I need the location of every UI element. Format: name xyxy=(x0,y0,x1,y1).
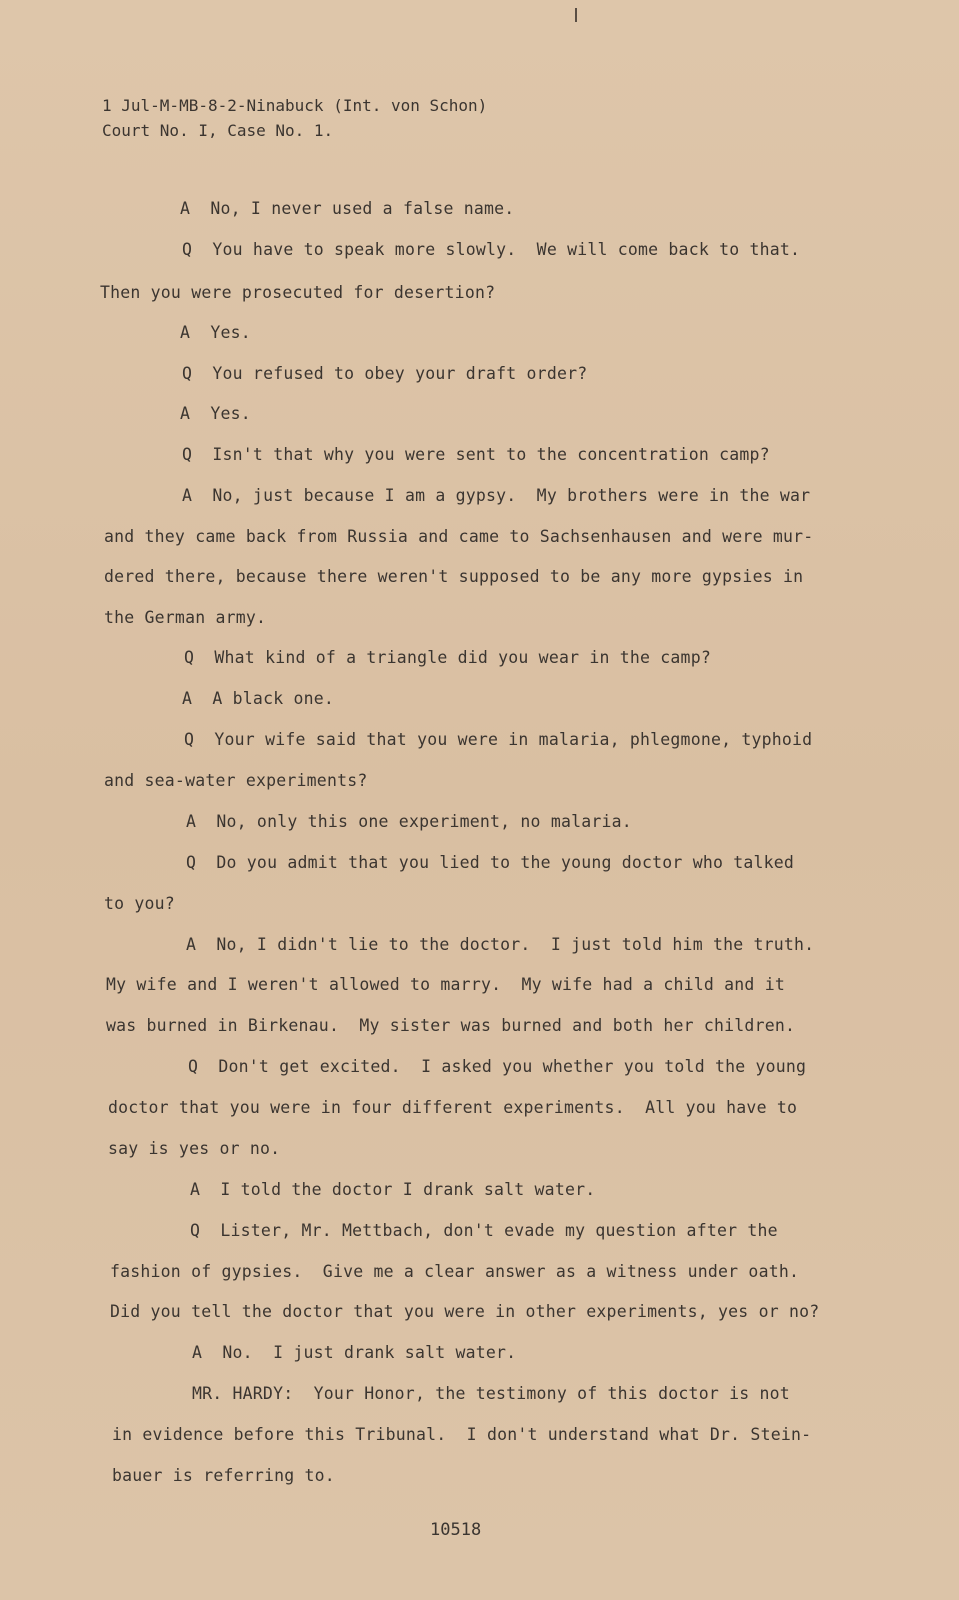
header-line-2: Court No. I, Case No. 1. xyxy=(102,121,334,140)
transcript-line: dered there, because there weren't supposed to be any more gypsies in xyxy=(104,567,804,586)
transcript-line: and sea-water experiments? xyxy=(104,771,368,790)
transcript-line: Q Lister, Mr. Mettbach, don't evade my question after the xyxy=(190,1221,778,1240)
transcript-line: A No, I didn't lie to the doctor. I just told him the truth. xyxy=(186,935,815,954)
page-number: 10518 xyxy=(430,1520,482,1540)
transcript-line: the German army. xyxy=(104,608,267,627)
transcript-line: was burned in Birkenau. My sister was burned and both her children. xyxy=(106,1016,796,1035)
transcript-line: MR. HARDY: Your Honor, the testimony of this doctor is not xyxy=(192,1384,790,1403)
transcript-line: Q What kind of a triangle did you wear in the camp? xyxy=(184,648,711,667)
transcript-line: Q You have to speak more slowly. We will come back to that. xyxy=(182,240,801,259)
document-header xyxy=(102,93,487,143)
transcript-line: to you? xyxy=(104,894,175,913)
transcript-line: doctor that you were in four different experiments. All you have to xyxy=(108,1098,798,1117)
transcript-line: A A black one. xyxy=(182,689,335,708)
transcript-line: A Yes. xyxy=(180,323,251,342)
transcript-line: A No, only this one experiment, no malaria. xyxy=(186,812,632,831)
transcript-line: Q Do you admit that you lied to the young doctor who talked xyxy=(186,853,795,872)
transcript-line: My wife and I weren't allowed to marry. My wife had a child and it xyxy=(106,975,785,994)
transcript-line: in evidence before this Tribunal. I don't understand what Dr. Stein- xyxy=(112,1425,812,1444)
transcript-line: A Yes. xyxy=(180,404,251,423)
transcript-line: A No. I just drank salt water. xyxy=(192,1343,517,1362)
transcript-line: and they came back from Russia and came to Sachsenhausen and were mur- xyxy=(104,527,814,546)
transcript-line: Q Your wife said that you were in malaria, phlegmone, typhoid xyxy=(184,730,813,749)
transcript-line: bauer is referring to. xyxy=(112,1466,335,1485)
transcript-line: say is yes or no. xyxy=(108,1139,281,1158)
transcript-line: Q Isn't that why you were sent to the concentration camp? xyxy=(182,445,770,464)
transcript-line: A No, just because I am a gypsy. My brothers were in the war xyxy=(182,486,811,505)
header-line-1: 1 Jul-M-MB-8-2-Ninabuck (Int. von Schon) xyxy=(102,96,488,115)
transcript-line: Q You refused to obey your draft order? xyxy=(182,364,588,383)
transcript-line: A I told the doctor I drank salt water. xyxy=(190,1180,596,1199)
transcript-line: Did you tell the doctor that you were in other experiments, yes or no? xyxy=(110,1302,820,1321)
transcript-line: A No, I never used a false name. xyxy=(180,199,515,218)
transcript-line: Then you were prosecuted for desertion? xyxy=(100,283,496,302)
transcript-line: Q Don't get excited. I asked you whether you told the young xyxy=(188,1057,807,1076)
transcript-line: fashion of gypsies. Give me a clear answer as a witness under oath. xyxy=(110,1262,800,1281)
page-mark xyxy=(575,8,577,22)
